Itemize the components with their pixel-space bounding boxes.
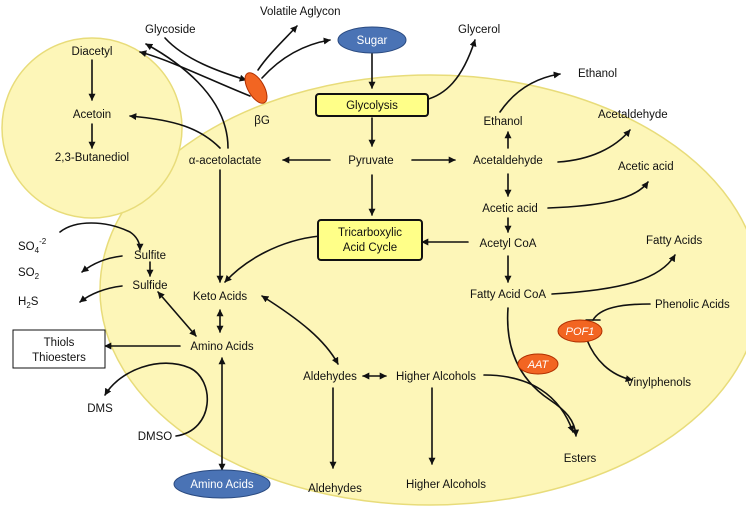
glycolysis-label: Glycolysis: [346, 100, 398, 112]
butanediol-label: 2,3-Butanediol: [54, 152, 130, 164]
volatile-aglycon-label: Volatile Aglycon: [260, 6, 341, 18]
fatty-acids-label: Fatty Acids: [646, 235, 703, 247]
aldehydes-out-label: Aldehydes: [308, 483, 362, 495]
sulfide-label: Sulfide: [132, 280, 168, 292]
pof1-label: POF1: [565, 326, 595, 338]
beta-g-label: βG: [254, 115, 270, 127]
dms-label: DMS: [87, 403, 113, 415]
esters-label: Esters: [563, 453, 597, 465]
ethanol-inner-label: Ethanol: [483, 116, 523, 128]
diacetyl-label: Diacetyl: [71, 46, 113, 58]
keto-acids-label: Keto Acids: [192, 291, 248, 303]
higher-alcohols-inner-label: Higher Alcohols: [396, 371, 476, 383]
acetoin-label: Acetoin: [72, 109, 112, 121]
so4-label: $SO_4^{-2}$: [18, 237, 47, 255]
thiols-label-line1: Thiols: [43, 337, 75, 349]
acetyl-coa-label: Acetyl CoA: [479, 238, 537, 250]
beta-g-enzyme: [241, 69, 272, 106]
cell-ellipse: [100, 75, 746, 505]
sugar-label: Sugar: [356, 35, 388, 47]
aat-label: AAT: [527, 359, 549, 371]
ethanol-out-label: Ethanol: [578, 68, 618, 80]
arrow-bg-to-sugar: [262, 40, 330, 78]
so2-label: $SO_2$: [18, 267, 40, 281]
tca-box: [318, 220, 422, 260]
h2s-label: $H_2S$: [18, 296, 39, 310]
tca-label-line1: Tricarboxylic: [337, 227, 403, 239]
pyruvate-label: Pyruvate: [348, 155, 394, 167]
acetaldehyde-inner-label: Acetaldehyde: [473, 155, 543, 167]
amino-acids-node-label: Amino Acids: [190, 479, 254, 491]
acetolactate-label: α-acetolactate: [188, 155, 262, 167]
acetaldehyde-out-label: Acetaldehyde: [598, 109, 668, 121]
dmso-label: DMSO: [137, 431, 173, 443]
thiols-label-line2: Thioesters: [32, 352, 86, 364]
acetic-acid-out-label: Acetic acid: [618, 161, 674, 173]
phenolic-acids-label: Phenolic Acids: [655, 299, 730, 311]
arrow-glycoside-to-bg: [165, 38, 246, 80]
sulfite-label: Sulfite: [134, 250, 166, 262]
glycerol-label: Glycerol: [458, 24, 501, 36]
acetic-acid-inner-label: Acetic acid: [482, 203, 538, 215]
amino-acids-inner-label: Amino Acids: [190, 341, 254, 353]
higher-alcohols-out-label: Higher Alcohols: [406, 479, 486, 491]
aldehydes-inner-label: Aldehydes: [303, 371, 357, 383]
fatty-acid-coa-label: Fatty Acid CoA: [469, 289, 547, 301]
tca-label-line2: Acid Cycle: [342, 242, 398, 254]
vinylphenols-label: Vinylphenols: [626, 377, 692, 389]
glycoside-label: Glycoside: [145, 24, 196, 36]
